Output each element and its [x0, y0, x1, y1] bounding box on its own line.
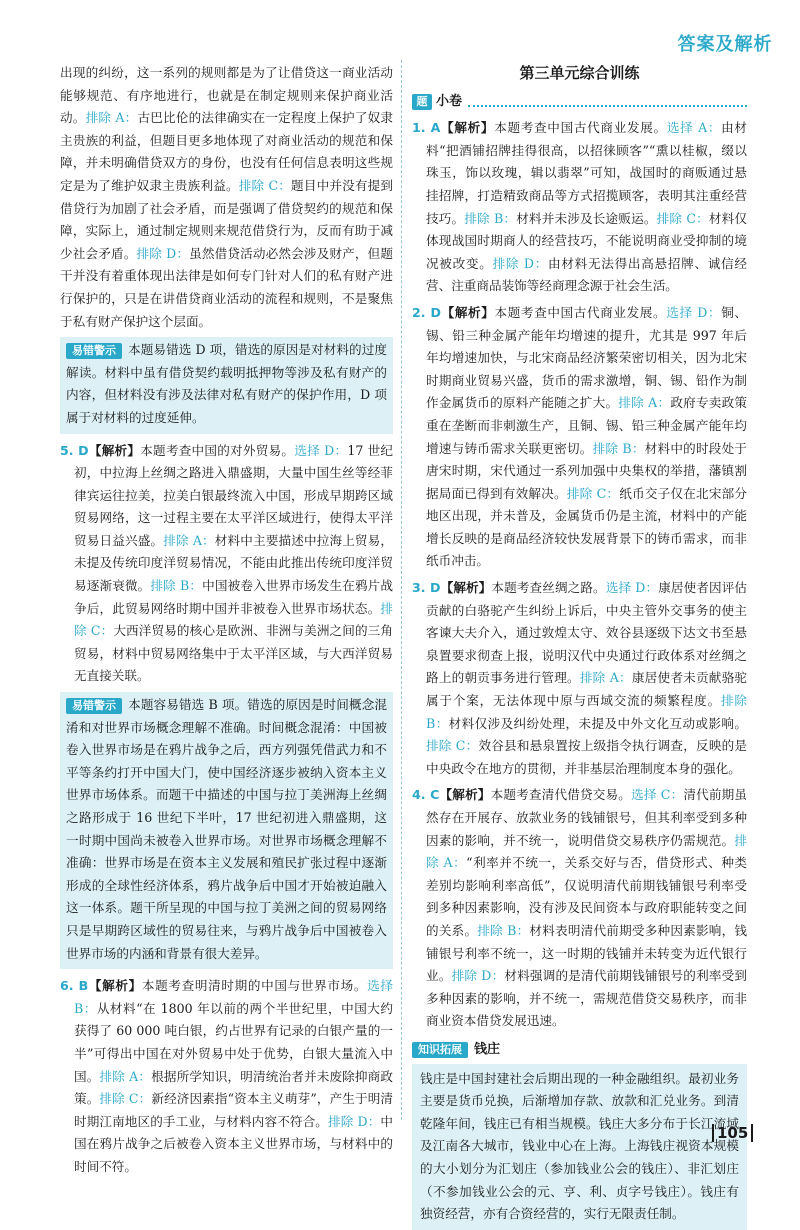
answer-item-5: 5. D【解析】本题考查中国的对外贸易。选择 D：17 世纪初，中拉海上丝绸之路进入鼎盛期，大量中国生丝等经菲律宾运往拉美，拉美白银最终流入中国，形成早期跨区域贸易网络，这一过程主要在太平洋区域进行，使得太平洋贸易日益兴盛。排除 A：材料中主要描述中拉海上贸易，未提及传统印度洋贸易情况，不能由此推出传统印度洋贸易逐渐衰微。排除 B：中国被卷入世界市场发生在鸦片战争后，此贸易网络时期中国并非被卷入世界市场状态。排除 C：大西洋贸易的核心是欧洲、非洲与美洲之间的三角贸易，材料中贸易网络集中于太平洋区域，与大西洋贸易无直接关联。: [60, 442, 394, 684]
error-warning-badge: 易错警示: [66, 698, 122, 714]
xiaojuan-header: [412, 91, 747, 114]
paper-icon: 题: [412, 94, 432, 110]
knowledge-extension-title: 钱庄: [474, 1041, 501, 1057]
knowledge-extension-header: [412, 1039, 747, 1062]
dotted-rule: [468, 97, 747, 107]
answer-item-2: 2. D【解析】本题考查中国古代商业发展。选择 D：铜、锡、铅三种金属产能年均增速的提升，尤其是 997 年后年均增速加快，与北宋商品经济繁荣密切相关，因为北宋时期商业贸易兴盛，货币的需求激增，铜、锡、铅作为制作金属货币的原料产能随之扩大。排除 A：政府专卖政策重在垄断而非刺激生产，且铜、锡、铅三种金属产能年均增速与铸币需求关联更密切。排除 B：材料中的时段处于唐宋时期，宋代通过一系列加强中央集权的举措，藩镇割据局面已得到有效解决。排除 C：纸币交子仅在北宋部分地区出现，并未普及，金属货币仍是主流，材料中的产能增长反映的是商品经济较快发展背景下的铸币需求，而非纸币冲击。: [412, 304, 748, 569]
knowledge-extension-box: 钱庄是中国封建社会后期出现的一种金融组织。最初业务主要是货币兑换，后渐增加存款、放款和汇兑业务。到清乾隆年间，钱庄已有相当规模。钱庄大多分布于长江流域及江南各大城市，钱业中心在上海。上海钱庄视资本规模的大小划分为汇划庄（参加钱业公会的钱庄）、非汇划庄（不参加钱业公会的元、亨、利、贞字号钱庄）。钱庄有独资经营，亦有合资经营的，实行无限责任制。: [412, 1064, 747, 1230]
section-title: 第三单元综合训练: [519, 64, 640, 82]
header-title: 答案及解析: [677, 34, 773, 55]
error-warning-box-2: 易错警示 本题容易错选 B 项。错选的原因是时间概念混淆和对世界市场概念理解不准确。时间概念混淆：中国被卷入世界市场是在鸦片战争之后，西方列强凭借武力和不平等条约打开中国大门，使中国经济逐步被纳入资本主义世界市场体系。而题干中描述的中国与拉丁美洲海上丝绸之路形成于 16 世纪下半叶，17 世纪初进入鼎盛期，这一时期中国尚未被卷入世界市场。对世界市场概念理解不准确：世界市场是在资本主义发展和殖民扩张过程中逐渐形成的全球性经济体系，鸦片战争后中国才开始被迫融入这一体系。题干所呈现的中国与拉丁美洲之间的贸易网络只是早期跨区域性的贸易往来，与鸦片战争后中国被卷入世界市场的内涵和背景有很大差异。: [60, 692, 393, 969]
answer-item-3: 3. D【解析】本题考查丝绸之路。选择 D：康居使者因评估贡献的白骆驼产生纠纷上诉后，中央主管外交事务的使主客谏大夫介入，通过敦煌太守、效谷县逐级下达文书至悬泉置要求彻查上报，说明汉代中央通过行政体系对丝绸之路上的朝贡事务进行管理。排除 A：康居使者未贡献骆驼属于个案，无法体现中原与西域交流的频繁程度。排除 B：材料仅涉及纠纷处理，未提及中外文化互动或影响。排除 C：效谷县和悬泉置按上级指令执行调查，反映的是中央政令在地方的贯彻，并非基层治理制度本身的强化。: [412, 580, 748, 776]
right-column: [412, 62, 747, 1230]
continued-explanation: 出现的纠纷，这一系列的规则都是为了让借贷这一商业活动能够规范、有序地进行，也就是在制定规则来保护商业活动。排除 A：古巴比伦的法律确实在一定程度上保护了奴隶主贵族的利益，但题目更多地体现了对商业活动的规范和保障，并未明确借贷双方的身份，也没有任何信息表明这些规定是为了维护奴隶主贵族利益。排除 C：题目中并没有提到借贷行为加剧了社会矛盾，而是强调了借贷契约的规范和保障，实际上，通过制定规则来规范借贷行为，反而有助于减少社会矛盾。排除 D：虽然借贷活动必然会涉及财产，但题干并没有着重体现出法律是如何专门针对人们的私有财产进行保护的，只是在讲借贷商业活动的流程和规则，不是聚焦于私有财产保护这个层面。: [60, 65, 394, 329]
knowledge-extension-badge: 知识拓展: [412, 1042, 468, 1058]
answer-item-6: 6. B【解析】本题考查明清时期的中国与世界市场。选择 B：从材料“在 1800 年以前的两个半世纪里，中国大约获得了 60 000 吨白银，约占世界有记录的白银产量的一半”可得出中国在对外贸易中处于优势，白银大量流入中国。排除 A：根据所学知识，明清统治者并未废除抑商政策。排除 C：新经济因素指“资本主义萌芽”，产生于明清时期江南地区的手工业，与材料内容不符合。排除 D：中国在鸦片战争之后被卷入资本主义世界市场，与材料中的时间不符。: [60, 978, 394, 1174]
page-number: 105: [712, 1124, 753, 1142]
error-warning-box-1: 易错警示 本题易错选 D 项，错选的原因是对材料的过度解读。材料中虽有借贷契约载明抵押物等涉及私有财产的内容，但材料没有涉及法律对私有财产的保护作用，D 项属于对材料的过度延伸。: [60, 337, 393, 433]
left-column: [60, 62, 393, 1183]
answer-item-4: 4. C【解析】本题考查清代借贷交易。选择 C：清代前期虽然存在开展存、放款业务的钱铺银号，但其利率受到多种因素的影响，并不统一，说明借贷交易秩序仍需规范。排除 A：“利率并不统一，关系交好与否，借贷形式、种类差别均影响利率高低”，仅说明清代前期钱铺银号利率受到多种因素影响，没有涉及民间资本与政府职能转变之间的关系。排除 B：材料表明清代前期受多种因素影响，钱铺银号利率不统一，这一时期的钱铺并未转变为近代银行业。排除 D：材料强调的是清代前期钱铺银号的利率受到多种因素的影响，并不统一，需规范借贷交易秩序，而非商业资本借贷发展迅速。: [412, 787, 748, 1029]
answer-item-1: 1. A【解析】本题考查中国古代商业发展。选择 A：由材料“把酒铺招牌挂得很高，以招徕顾客”“熏以桂椒，缀以珠玉，饰以玫瑰，辑以翡翠”可知，战国时的商贩通过悬挂招牌，打造精致商品等方式招揽顾客，表明其注重经营技巧。排除 B：材料并未涉及长途贩运。排除 C：材料仅体现战国时期商人的经营技巧，不能说明商业受抑制的境况被改变。排除 D：由材料无法得出高悬招牌、诚信经营、注重商品装饰等经商理念源于社会生活。: [412, 120, 748, 294]
header-tag: [650, 28, 800, 58]
error-warning-badge: 易错警示: [66, 343, 122, 359]
column-divider: [401, 60, 402, 1120]
xiaojuan-label: 小卷: [436, 93, 463, 109]
